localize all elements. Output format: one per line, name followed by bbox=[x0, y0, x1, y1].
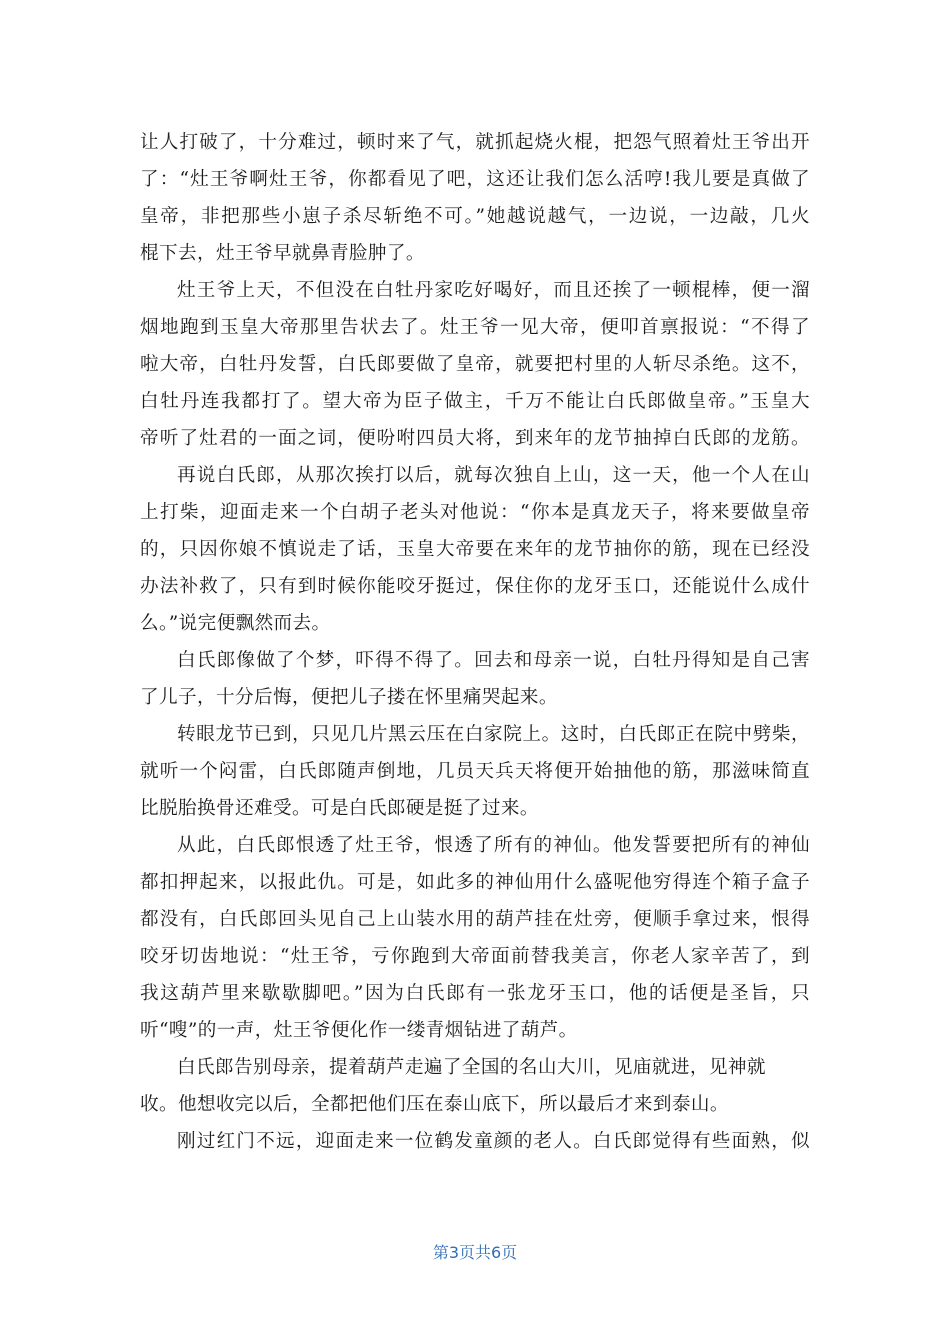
text-line: 都扣押起来，以报此仇。可是，如此多的神仙用什么盛呢他穷得连个箱子盒子 bbox=[140, 872, 810, 893]
text-line: 帝听了灶君的一面之词，便吩咐四员大将，到来年的龙节抽掉白氏郎的龙筋。 bbox=[140, 428, 810, 449]
text-line: 从此，白氏郎恨透了灶王爷，恨透了所有的神仙。他发誓要把所有的神仙 bbox=[177, 835, 810, 856]
text-line: 听“嗖”的一声，灶王爷便化作一缕青烟钻进了葫芦。 bbox=[140, 1020, 578, 1041]
text-line: 比脱胎换骨还难受。可是白氏郎硬是挺了过来。 bbox=[140, 798, 539, 819]
text-line: 就听一个闷雷，白氏郎随声倒地，几员天兵天将便开始抽他的筋，那滋味简直 bbox=[140, 761, 810, 782]
text-line: 白牡丹连我都打了。望大帝为臣子做主，千万不能让白氏郎做皇帝。”玉皇大 bbox=[140, 391, 810, 412]
text-line: 白氏郎告别母亲，提着葫芦走遍了全国的名山大川，见庙就进，见神就 bbox=[177, 1057, 766, 1078]
text-line: 上打柴，迎面走来一个白胡子老头对他说：“你本是真龙天子，将来要做皇帝 bbox=[140, 502, 810, 523]
text-line: 啦大帝，白牡丹发誓，白氏郎要做了皇帝，就要把村里的人斩尽杀绝。这不， bbox=[140, 354, 810, 375]
text-line: 了：“灶王爷啊灶王爷，你都看见了吧，这还让我们怎么活哼!我儿要是真做了 bbox=[140, 169, 810, 190]
text-line: 我这葫芦里来歇歇脚吧。”因为白氏郎有一张龙牙玉口，他的话便是圣旨，只 bbox=[140, 983, 810, 1004]
page-number-footer: 第3页共6页 bbox=[432, 1243, 518, 1262]
text-line: 了儿子，十分后悔，便把儿子搂在怀里痛哭起来。 bbox=[140, 687, 558, 708]
text-line: 让人打破了，十分难过，顿时来了气，就抓起烧火棍，把怨气照着灶王爷出开 bbox=[140, 132, 810, 153]
text-line: 都没有，白氏郎回头见自己上山装水用的葫芦挂在灶旁，便顺手拿过来，恨得 bbox=[140, 909, 810, 930]
text-line: 烟地跑到玉皇大帝那里告状去了。灶王爷一见大帝，便叩首禀报说：“不得了 bbox=[140, 317, 810, 338]
text-line: 咬牙切齿地说：“灶王爷，亏你跑到大帝面前替我美言，你老人家辛苦了，到 bbox=[140, 946, 810, 967]
text-line: 办法补救了，只有到时候你能咬牙挺过，保住你的龙牙玉口，还能说什么成什 bbox=[140, 576, 810, 597]
text-line: 的，只因你娘不慎说走了话，玉皇大帝要在来年的龙节抽你的筋，现在已经没 bbox=[140, 539, 810, 560]
body-text bbox=[140, 124, 810, 1160]
text-line: 皇帝，非把那些小崽子杀尽斩绝不可。”她越说越气，一边说，一边敲，几火 bbox=[140, 206, 810, 227]
text-line: 灶王爷上天，不但没在白牡丹家吃好喝好，而且还挨了一顿棍棒，便一溜 bbox=[177, 280, 810, 301]
text-line: 刚过红门不远，迎面走来一位鹤发童颜的老人。白氏郎觉得有些面熟，似 bbox=[177, 1131, 810, 1152]
text-line: 转眼龙节已到，只见几片黑云压在白家院上。这时，白氏郎正在院中劈柴， bbox=[177, 724, 810, 745]
text-line: 棍下去，灶王爷早就鼻青脸肿了。 bbox=[140, 243, 425, 264]
text-line: 再说白氏郎，从那次挨打以后，就每次独自上山，这一天，他一个人在山 bbox=[177, 465, 810, 486]
text-line: 收。他想收完以后，全都把他们压在泰山底下，所以最后才来到泰山。 bbox=[140, 1094, 729, 1115]
text-line: 白氏郎像做了个梦，吓得不得了。回去和母亲一说，白牡丹得知是自己害 bbox=[177, 650, 810, 671]
text-line: 么。”说完便飘然而去。 bbox=[140, 613, 331, 634]
